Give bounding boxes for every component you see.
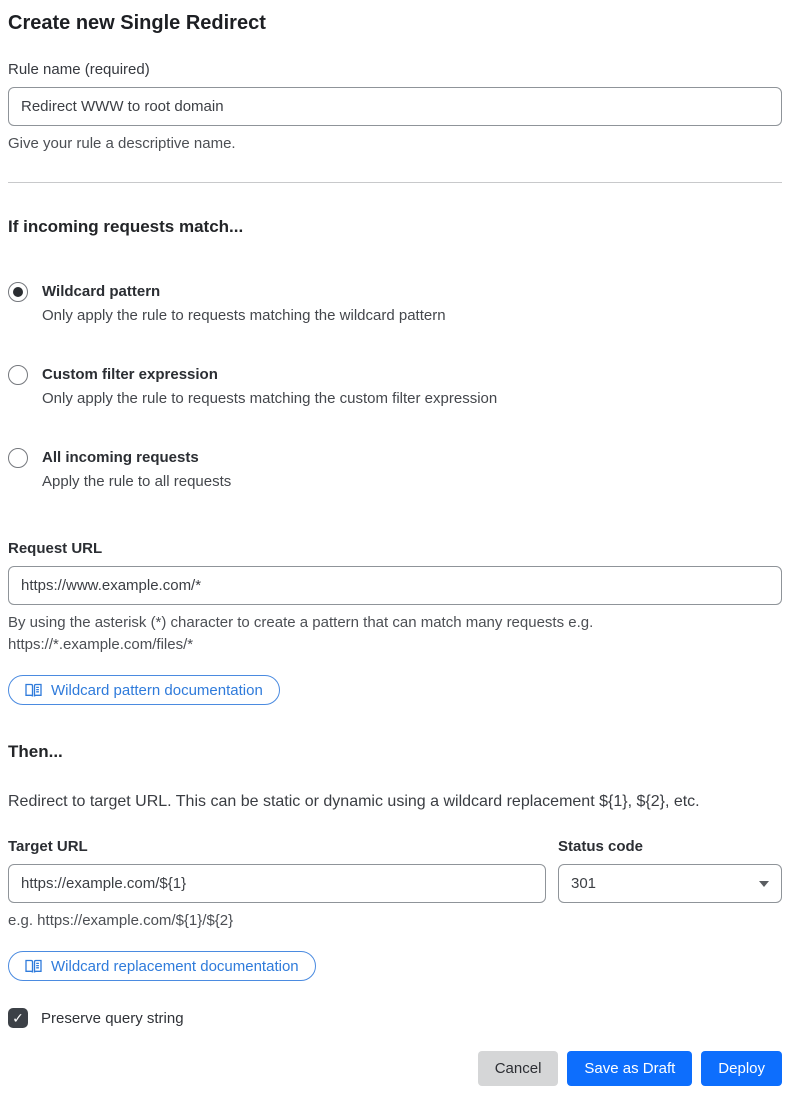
rule-name-input[interactable] (8, 87, 782, 126)
radio-button-icon[interactable] (8, 282, 28, 302)
status-code-select[interactable] (558, 864, 782, 903)
request-url-help (8, 612, 782, 656)
preserve-query-label: Preserve query string (41, 1009, 184, 1027)
request-url-label: Request URL (8, 540, 103, 557)
doc-button-label: Wildcard replacement documentation (51, 957, 299, 975)
page-title: Create new Single Redirect (8, 12, 266, 34)
radio-option-all-requests[interactable] (8, 447, 782, 492)
request-url-help-line1: By using the asterisk (*) character to create a pattern that can match many requests e.g. (8, 614, 594, 631)
radio-option-description: Only apply the rule to requests matching the custom filter expression (42, 390, 498, 407)
chevron-down-icon (759, 881, 769, 887)
deploy-button[interactable]: Deploy (701, 1051, 782, 1086)
rule-name-help: Give your rule a descriptive name. (8, 135, 236, 152)
radio-button-icon[interactable] (8, 365, 28, 385)
radio-option-label: Wildcard pattern (42, 283, 161, 300)
radio-option-custom-filter[interactable] (8, 364, 782, 409)
preserve-query-checkbox-row[interactable] (8, 1008, 782, 1028)
radio-option-wildcard-pattern[interactable] (8, 281, 782, 326)
radio-option-label: All incoming requests (42, 449, 199, 466)
status-code-value: 301 (571, 875, 597, 892)
footer-actions (8, 1051, 782, 1086)
cancel-button[interactable]: Cancel (478, 1051, 559, 1086)
target-url-help: e.g. https://example.com/${1}/${2} (8, 912, 234, 929)
then-section-heading: Then... (8, 742, 63, 761)
book-icon (25, 959, 42, 974)
checkbox-icon[interactable]: ✓ (8, 1008, 28, 1028)
request-url-help-line2: https://*.example.com/files/* (8, 636, 194, 653)
radio-option-label: Custom filter expression (42, 366, 218, 383)
wildcard-pattern-docs-button[interactable] (8, 675, 280, 705)
match-section-heading: If incoming requests match... (8, 217, 244, 236)
target-url-label: Target URL (8, 838, 88, 855)
rule-name-label: Rule name (required) (8, 61, 150, 78)
radio-option-description: Only apply the rule to requests matching the wildcard pattern (42, 307, 446, 324)
doc-button-label: Wildcard pattern documentation (51, 681, 263, 699)
save-as-draft-button[interactable]: Save as Draft (567, 1051, 692, 1086)
then-description: Redirect to target URL. This can be static or dynamic using a wildcard replacement ${1}, ${2}, etc. (8, 793, 700, 810)
status-code-label: Status code (558, 838, 644, 855)
section-divider (8, 182, 782, 183)
wildcard-replacement-docs-button[interactable] (8, 951, 316, 981)
radio-option-description: Apply the rule to all requests (42, 473, 232, 490)
book-icon (25, 683, 42, 698)
target-url-input[interactable] (8, 864, 546, 903)
request-url-input[interactable] (8, 566, 782, 605)
radio-button-icon[interactable] (8, 448, 28, 468)
